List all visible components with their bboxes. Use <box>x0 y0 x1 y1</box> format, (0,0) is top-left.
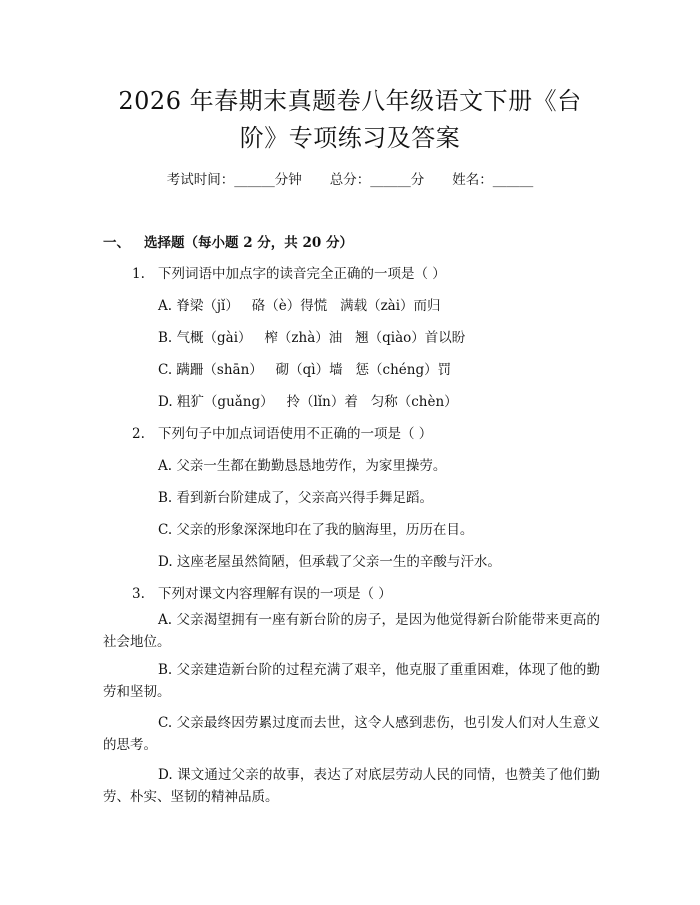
question-1-option-c: C. 蹒跚（shān） 砌（qì）墙 惩（chéng）罚 <box>158 362 452 378</box>
section-heading <box>103 231 353 251</box>
question-number: 2. <box>132 426 145 442</box>
page-title-line-1: 2026 年春期末真题卷八年级语文下册《台 <box>118 87 582 115</box>
exam-time-field: 考试时间：______分钟 <box>166 172 302 188</box>
question-3-stem <box>132 582 392 602</box>
page-title-line-2: 阶》专项练习及答案 <box>239 124 461 152</box>
question-3-option-a: A. 父亲渴望拥有一座有新台阶的房子，是因为他觉得新台阶能带来更高的社会地位。 <box>103 612 600 650</box>
question-2-option-b: B. 看到新台阶建成了，父亲高兴得手舞足蹈。 <box>158 490 434 506</box>
question-3-option-b: B. 父亲建造新台阶的过程充满了艰辛，他克服了重重困难，体现了他的勤劳和坚韧。 <box>103 662 600 700</box>
question-number: 1. <box>132 266 145 282</box>
question-number: 3. <box>132 586 145 602</box>
question-1-stem <box>132 262 446 282</box>
question-1-option-a: A. 脊梁（jǐ） 硌（è）得慌 满载（zài）而归 <box>158 298 441 314</box>
exam-info-row <box>120 168 580 188</box>
question-3-option-d: D. 课文通过父亲的故事，表达了对底层劳动人民的同情，也赞美了他们勤劳、朴实、坚韧的精神品质。 <box>103 767 600 805</box>
question-1-option-b: B. 气概（gài） 榨（zhà）油 翘（qiào）首以盼 <box>158 330 466 346</box>
question-2-option-a: A. 父亲一生都在勤勤恳恳地劳作，为家里操劳。 <box>158 458 447 474</box>
total-score-field: 总分：______分 <box>329 172 425 188</box>
question-text: 下列句子中加点词语使用不正确的一项是（ ） <box>158 426 433 442</box>
question-3-option-c: C. 父亲最终因劳累过度而去世，这令人感到悲伤，也引发人们对人生意义的思考。 <box>103 715 600 753</box>
student-name-field: 姓名：______ <box>452 172 534 188</box>
question-1-option-d: D. 粗犷（guǎng） 拎（lǐn）着 匀称（chèn） <box>158 394 458 410</box>
question-text: 下列对课文内容理解有误的一项是（ ） <box>158 586 392 602</box>
question-2-option-c: C. 父亲的形象深深地印在了我的脑海里，历历在目。 <box>158 522 474 538</box>
section-label: 选择题（每小题 2 分，共 20 分） <box>144 235 353 251</box>
section-number: 一、 <box>103 235 130 251</box>
question-2-option-d: D. 这座老屋虽然简陋，但承载了父亲一生的辛酸与汗水。 <box>158 554 501 570</box>
question-text: 下列词语中加点字的读音完全正确的一项是（ ） <box>158 266 446 282</box>
question-2-stem <box>132 422 432 442</box>
